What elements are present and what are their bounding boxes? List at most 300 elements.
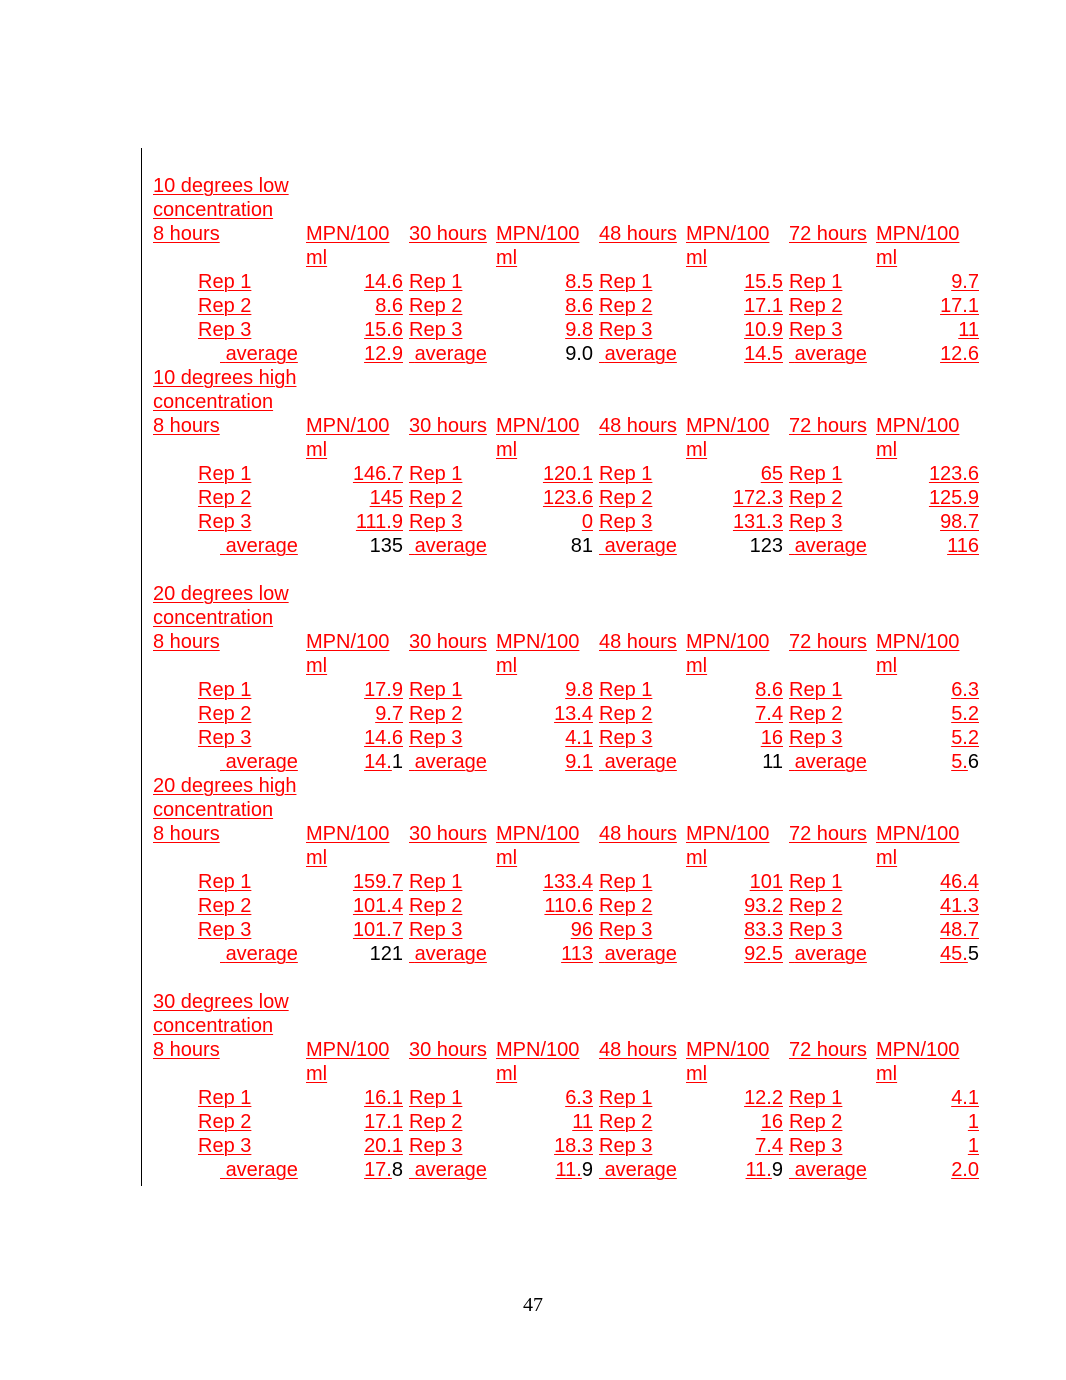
average-value-cell (493, 750, 596, 774)
mpn-value: 9.8 (565, 679, 593, 701)
average-value-tracked: 113 (561, 943, 593, 965)
section-title-cell (150, 366, 303, 390)
empty-cell (683, 174, 786, 198)
replicate-label-cell (150, 870, 303, 894)
mpn-value-cell (303, 1086, 406, 1110)
unit-label-line1: MPN/100 (306, 1039, 390, 1061)
spacer-cell (683, 966, 786, 990)
average-value-tracked: 9.1 (565, 751, 593, 773)
average-row (150, 342, 982, 366)
mpn-value-cell (873, 462, 982, 486)
empty-cell (786, 1014, 873, 1038)
mpn-value-cell (873, 1134, 982, 1158)
replicate-row (150, 510, 982, 534)
replicate-label: Rep 1 (599, 679, 653, 701)
average-value-plain: 6 (967, 751, 979, 773)
mpn-value: 14.6 (364, 727, 403, 749)
average-label-cell (150, 342, 303, 366)
average-label (220, 343, 298, 365)
empty-cell (873, 606, 982, 630)
mpn-value: 11 (572, 1111, 593, 1133)
replicate-label: Rep 1 (789, 463, 843, 485)
unit-header-cell (493, 822, 596, 870)
unit-header-cell (493, 1038, 596, 1086)
unit-header-cell (683, 222, 786, 270)
mpn-value-cell (303, 870, 406, 894)
mpn-value: 125.9 (928, 487, 979, 509)
replicate-label-cell (596, 678, 683, 702)
empty-cell (493, 798, 596, 822)
replicate-label: Rep 2 (198, 1111, 252, 1133)
mpn-value: 9.7 (375, 703, 403, 725)
time-header-cell (150, 630, 303, 678)
time-header-cell (786, 630, 873, 678)
section-subtitle: concentration (153, 799, 274, 821)
replicate-row (150, 894, 982, 918)
section-subtitle: concentration (153, 607, 274, 629)
replicate-label: Rep 3 (789, 511, 843, 533)
time-header-cell (596, 1038, 683, 1086)
empty-cell (873, 366, 982, 390)
empty-cell (873, 774, 982, 798)
mpn-value-cell (683, 870, 786, 894)
spacer-cell (493, 966, 596, 990)
time-label: 8 hours (153, 1039, 220, 1061)
replicate-label: Rep 1 (198, 271, 252, 293)
mpn-value: 101.4 (352, 895, 403, 917)
empty-cell (493, 990, 596, 1014)
unit-label-line2: ml (876, 847, 898, 869)
mpn-value-cell (303, 510, 406, 534)
unit-label-line2: ml (496, 847, 518, 869)
replicate-label: Rep 1 (409, 1087, 463, 1109)
unit-label-line1: MPN/100 (876, 631, 960, 653)
unit-header-cell (303, 1038, 406, 1086)
average-value-plain: 123 (749, 535, 783, 557)
section-subtitle-cell (150, 1014, 303, 1038)
replicate-label: Rep 1 (409, 679, 463, 701)
average-label-text: average (225, 1159, 298, 1181)
time-label: 48 hours (599, 631, 677, 653)
unit-label-line1: MPN/100 (876, 223, 960, 245)
unit-label-line1: MPN/100 (306, 223, 390, 245)
average-label-text: average (794, 343, 867, 365)
empty-cell (406, 774, 493, 798)
mpn-value: 14.6 (364, 271, 403, 293)
average-label-cell (406, 534, 493, 558)
average-value-plain: 81 (570, 535, 593, 557)
page-number: 47 (523, 1294, 543, 1316)
replicate-label-cell (596, 1134, 683, 1158)
empty-cell (683, 582, 786, 606)
mpn-value-cell (683, 678, 786, 702)
time-label: 8 hours (153, 823, 220, 845)
replicate-label-cell (596, 462, 683, 486)
unit-label-line2: ml (496, 1063, 518, 1085)
mpn-value: 172.3 (732, 487, 783, 509)
mpn-value: 11 (958, 319, 979, 341)
replicate-label-cell (786, 1134, 873, 1158)
section-title-cell (150, 774, 303, 798)
average-value-plain: 5 (967, 943, 979, 965)
replicate-label-cell (786, 870, 873, 894)
replicate-row (150, 918, 982, 942)
average-value-plain: 9 (771, 1159, 783, 1181)
average-label (220, 1159, 298, 1181)
unit-header-cell (493, 222, 596, 270)
replicate-label-cell (150, 462, 303, 486)
average-label-cell (596, 342, 683, 366)
unit-label-line2: ml (496, 439, 518, 461)
replicate-label: Rep 3 (409, 919, 463, 941)
replicate-row (150, 1134, 982, 1158)
empty-cell (493, 582, 596, 606)
empty-cell (303, 774, 406, 798)
mpn-value: 12.2 (744, 1087, 783, 1109)
time-label: 72 hours (789, 223, 867, 245)
replicate-label: Rep 1 (198, 1087, 252, 1109)
empty-cell (596, 582, 683, 606)
mpn-value: 5.2 (951, 727, 979, 749)
replicate-label: Rep 1 (599, 1087, 653, 1109)
empty-cell (786, 174, 873, 198)
mpn-value: 101 (749, 871, 783, 893)
mpn-value-cell (683, 1086, 786, 1110)
unit-label-line1: MPN/100 (686, 415, 770, 437)
replicate-label-cell (596, 510, 683, 534)
mpn-value-cell (493, 870, 596, 894)
empty-cell (303, 366, 406, 390)
time-header-cell (406, 1038, 493, 1086)
mpn-value-cell (873, 486, 982, 510)
replicate-label: Rep 3 (789, 319, 843, 341)
header-row (150, 822, 982, 870)
average-label-text: average (794, 943, 867, 965)
average-label-text: average (604, 751, 677, 773)
average-value-cell (873, 942, 982, 966)
time-header-cell (596, 630, 683, 678)
average-label-text: average (414, 343, 487, 365)
empty-cell (786, 390, 873, 414)
time-header-cell (596, 822, 683, 870)
replicate-label: Rep 3 (198, 511, 252, 533)
mpn-value: 159.7 (352, 871, 403, 893)
mpn-value-cell (493, 270, 596, 294)
unit-label-line1: MPN/100 (876, 823, 960, 845)
mpn-value-cell (303, 486, 406, 510)
average-label-cell (596, 534, 683, 558)
replicate-row (150, 1086, 982, 1110)
mpn-value: 8.6 (565, 295, 593, 317)
mpn-value: 9.7 (951, 271, 979, 293)
replicate-label: Rep 3 (599, 727, 653, 749)
empty-cell (493, 198, 596, 222)
average-row (150, 750, 982, 774)
mpn-value-cell (303, 1110, 406, 1134)
replicate-label: Rep 2 (599, 1111, 653, 1133)
spacer-cell (150, 966, 303, 990)
average-value-plain: 1 (391, 751, 403, 773)
replicate-label-cell (596, 318, 683, 342)
mpn-value-cell (873, 894, 982, 918)
mpn-value-cell (493, 702, 596, 726)
replicate-label-cell (406, 870, 493, 894)
replicate-label: Rep 1 (599, 463, 653, 485)
mpn-value-cell (873, 294, 982, 318)
mpn-value-cell (683, 486, 786, 510)
replicate-label-cell (786, 726, 873, 750)
section-subtitle: concentration (153, 391, 274, 413)
mpn-value-cell (303, 918, 406, 942)
replicate-label-cell (596, 294, 683, 318)
empty-cell (406, 798, 493, 822)
replicate-label: Rep 2 (198, 895, 252, 917)
section-title-row (150, 366, 982, 390)
average-label (599, 943, 677, 965)
mpn-value: 20.1 (364, 1135, 403, 1157)
empty-cell (786, 198, 873, 222)
empty-cell (303, 390, 406, 414)
time-label: 30 hours (409, 823, 487, 845)
mpn-value-cell (493, 486, 596, 510)
unit-label-line1: MPN/100 (876, 415, 960, 437)
replicate-label-cell (406, 918, 493, 942)
replicate-label: Rep 2 (198, 295, 252, 317)
replicate-row (150, 486, 982, 510)
average-label-text: average (414, 1159, 487, 1181)
empty-cell (683, 798, 786, 822)
average-label (599, 1159, 677, 1181)
replicate-label: Rep 2 (599, 295, 653, 317)
average-row (150, 1158, 982, 1182)
unit-label-line1: MPN/100 (496, 415, 580, 437)
time-label: 72 hours (789, 631, 867, 653)
section-subtitle-row (150, 390, 982, 414)
average-label-cell (786, 942, 873, 966)
average-label-cell (786, 534, 873, 558)
unit-label-line1: MPN/100 (876, 1039, 960, 1061)
replicate-label: Rep 3 (599, 319, 653, 341)
mpn-value: 16 (760, 1111, 783, 1133)
empty-cell (406, 582, 493, 606)
average-label (409, 943, 487, 965)
revision-change-bar (141, 148, 142, 1186)
mpn-value: 17.9 (364, 679, 403, 701)
section-subtitle-cell (150, 798, 303, 822)
time-label: 48 hours (599, 1039, 677, 1061)
spacer-cell (596, 558, 683, 582)
mpn-value: 123.6 (542, 487, 593, 509)
replicate-label: Rep 3 (198, 919, 252, 941)
mpn-value-cell (303, 1134, 406, 1158)
mpn-value-cell (303, 726, 406, 750)
mpn-value-cell (683, 294, 786, 318)
replicate-label: Rep 3 (409, 319, 463, 341)
replicate-row (150, 294, 982, 318)
unit-label-line1: MPN/100 (496, 631, 580, 653)
time-header-cell (406, 822, 493, 870)
unit-label-line2: ml (686, 655, 708, 677)
average-value-tracked: 17. (364, 1159, 392, 1181)
average-label-text: average (414, 751, 487, 773)
replicate-label: Rep 3 (409, 1135, 463, 1157)
empty-cell (873, 174, 982, 198)
average-label-text: average (604, 535, 677, 557)
empty-cell (873, 1014, 982, 1038)
empty-cell (873, 582, 982, 606)
mpn-value-cell (873, 510, 982, 534)
average-label-text: average (414, 535, 487, 557)
average-label-cell (406, 1158, 493, 1182)
replicate-label-cell (596, 1110, 683, 1134)
empty-cell (406, 606, 493, 630)
replicate-label-cell (150, 294, 303, 318)
section-title-row (150, 990, 982, 1014)
section-subtitle-row (150, 198, 982, 222)
replicate-row (150, 678, 982, 702)
mpn-value-cell (873, 270, 982, 294)
time-label: 8 hours (153, 631, 220, 653)
empty-cell (683, 366, 786, 390)
mpn-value: 101.7 (352, 919, 403, 941)
time-header-cell (150, 822, 303, 870)
replicate-label: Rep 1 (599, 871, 653, 893)
unit-label-line2: ml (306, 1063, 328, 1085)
average-value-tracked: 45. (940, 943, 968, 965)
section-title: 10 degrees low (153, 175, 289, 197)
mpn-value: 110.6 (544, 895, 593, 917)
spacer-cell (493, 558, 596, 582)
mpn-value: 16 (760, 727, 783, 749)
mpn-value: 15.5 (744, 271, 783, 293)
replicate-label-cell (150, 1110, 303, 1134)
average-label-text: average (604, 343, 677, 365)
replicate-label: Rep 2 (409, 703, 463, 725)
mpn-value: 17.1 (744, 295, 783, 317)
average-label (409, 535, 487, 557)
replicate-label-cell (786, 486, 873, 510)
time-header-cell (150, 1038, 303, 1086)
replicate-label: Rep 1 (789, 871, 843, 893)
average-label-cell (406, 750, 493, 774)
average-value-cell (493, 942, 596, 966)
average-value-plain: 121 (369, 943, 403, 965)
mpn-value: 65 (760, 463, 783, 485)
mpn-value: 8.6 (375, 295, 403, 317)
average-value-cell (493, 342, 596, 366)
section-title-row (150, 582, 982, 606)
time-label: 30 hours (409, 223, 487, 245)
replicate-label: Rep 3 (198, 727, 252, 749)
unit-header-cell (873, 222, 982, 270)
empty-cell (493, 390, 596, 414)
spacer-cell (150, 558, 303, 582)
average-value-cell (303, 942, 406, 966)
replicate-label-cell (596, 702, 683, 726)
average-row (150, 534, 982, 558)
spacer-cell (786, 966, 873, 990)
replicate-label: Rep 3 (599, 1135, 653, 1157)
replicate-label: Rep 2 (599, 487, 653, 509)
average-value-tracked: 11. (745, 1159, 772, 1181)
replicate-label-cell (596, 726, 683, 750)
replicate-label: Rep 3 (599, 919, 653, 941)
section-subtitle-cell (150, 390, 303, 414)
mpn-value-cell (873, 726, 982, 750)
mpn-value-cell (493, 1134, 596, 1158)
mpn-value-cell (493, 294, 596, 318)
replicate-label: Rep 1 (409, 271, 463, 293)
average-label (789, 751, 867, 773)
mpn-value-cell (873, 918, 982, 942)
unit-label-line1: MPN/100 (496, 823, 580, 845)
average-label (789, 943, 867, 965)
replicate-row (150, 318, 982, 342)
unit-label-line1: MPN/100 (496, 1039, 580, 1061)
spacer-row (150, 558, 982, 582)
unit-header-cell (493, 414, 596, 462)
average-label (789, 1159, 867, 1181)
replicate-label-cell (150, 318, 303, 342)
average-row (150, 942, 982, 966)
average-value-tracked: 12.6 (940, 343, 979, 365)
mpn-value-cell (873, 1086, 982, 1110)
replicate-label-cell (406, 894, 493, 918)
replicate-label: Rep 2 (198, 703, 252, 725)
unit-label-line2: ml (686, 1063, 708, 1085)
replicate-label: Rep 1 (198, 679, 252, 701)
empty-cell (786, 582, 873, 606)
replicate-label: Rep 2 (599, 703, 653, 725)
average-value-plain: 11 (762, 751, 783, 773)
unit-label-line2: ml (306, 847, 328, 869)
replicate-label: Rep 1 (198, 463, 252, 485)
time-label: 8 hours (153, 415, 220, 437)
replicate-label-cell (596, 894, 683, 918)
empty-cell (596, 774, 683, 798)
unit-label-line1: MPN/100 (306, 631, 390, 653)
replicate-label-cell (786, 1110, 873, 1134)
mpn-value-cell (683, 318, 786, 342)
empty-cell (683, 606, 786, 630)
time-label: 8 hours (153, 223, 220, 245)
section-subtitle: concentration (153, 1015, 274, 1037)
mpn-value: 146.7 (352, 463, 403, 485)
average-label (409, 343, 487, 365)
unit-header-cell (683, 1038, 786, 1086)
section-subtitle-cell (150, 198, 303, 222)
mpn-value-cell (683, 510, 786, 534)
time-label: 30 hours (409, 415, 487, 437)
empty-cell (493, 366, 596, 390)
average-label-text: average (414, 943, 487, 965)
replicate-label: Rep 2 (789, 295, 843, 317)
average-value-tracked: 2.0 (951, 1159, 979, 1181)
mpn-value: 93.2 (744, 895, 783, 917)
unit-header-cell (873, 822, 982, 870)
mpn-value: 48.7 (940, 919, 979, 941)
average-label (789, 535, 867, 557)
average-label-text: average (225, 943, 298, 965)
empty-cell (406, 1014, 493, 1038)
mpn-value-cell (303, 270, 406, 294)
spacer-cell (406, 558, 493, 582)
replicate-label-cell (786, 894, 873, 918)
average-value-plain: 8 (391, 1159, 403, 1181)
section-title: 30 degrees low (153, 991, 289, 1013)
average-label (599, 751, 677, 773)
mpn-value: 111.9 (355, 511, 403, 533)
